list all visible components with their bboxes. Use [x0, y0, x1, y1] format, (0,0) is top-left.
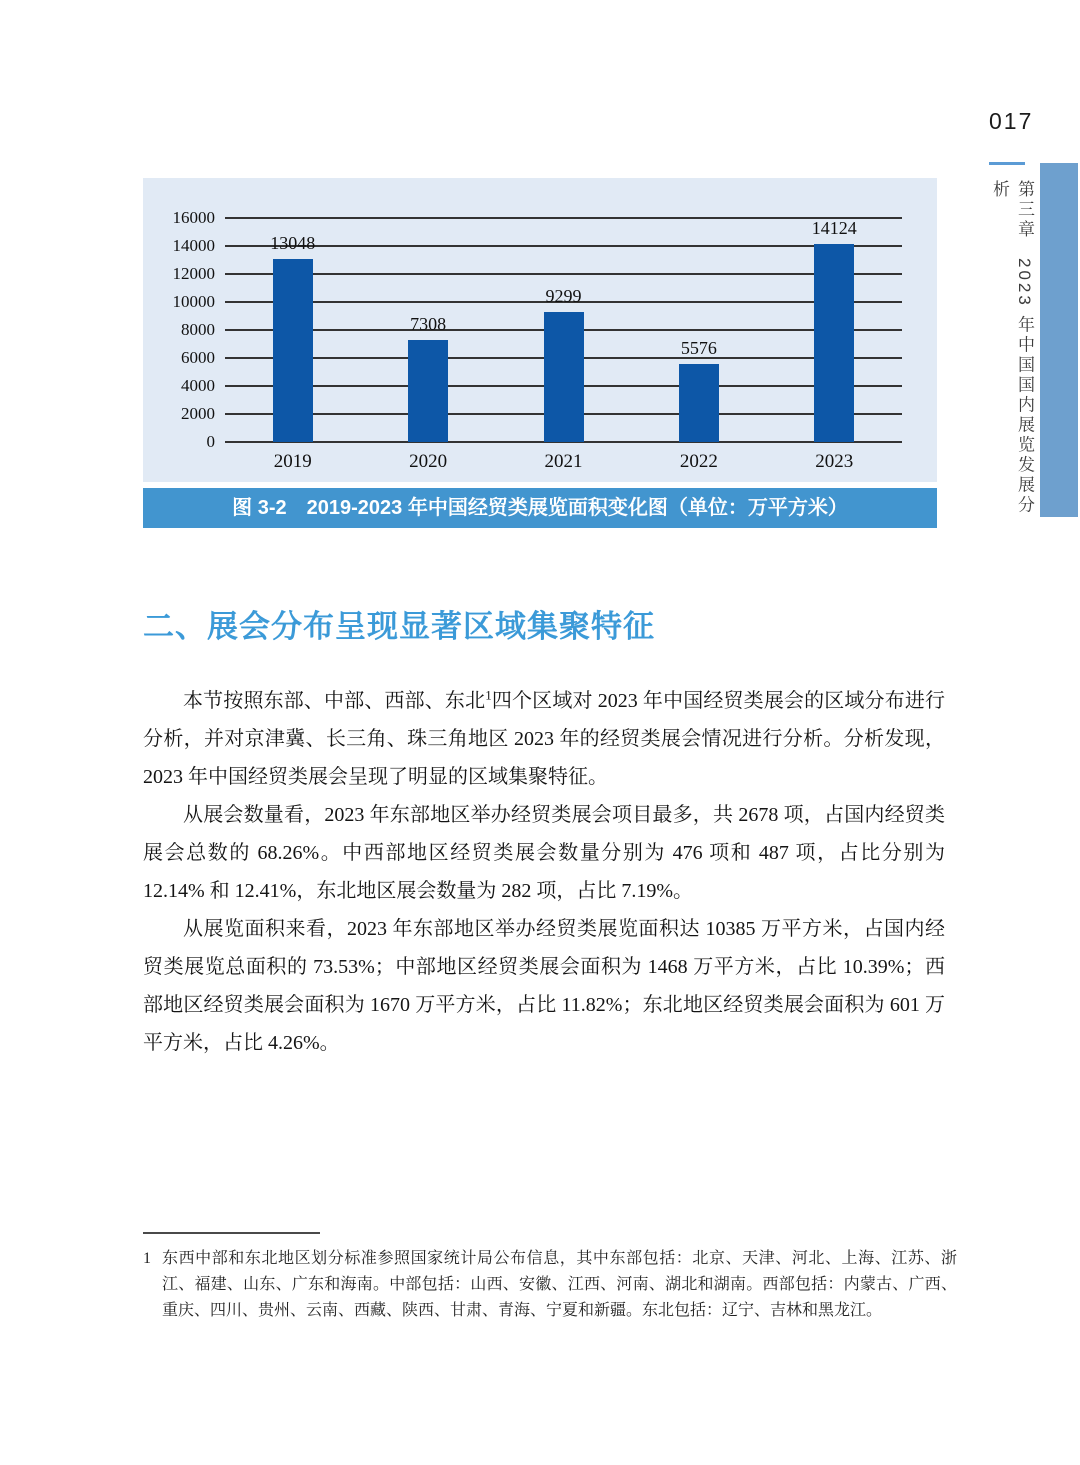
x-tick-label: 2021 [544, 451, 583, 472]
y-tick-label: 12000 [172, 264, 215, 283]
chart-figure [143, 178, 937, 528]
y-tick-label: 4000 [181, 376, 215, 395]
x-tick-label: 2022 [679, 451, 718, 472]
bar-value-label: 5576 [680, 337, 717, 358]
x-tick-label: 2020 [409, 451, 448, 472]
y-tick-label: 8000 [181, 320, 215, 339]
y-tick-label: 14000 [172, 236, 215, 255]
footnote-marker: 1 [143, 1250, 151, 1267]
bar-2019 [273, 259, 313, 442]
bar-2021 [544, 312, 584, 442]
chapter-sidebar-bar [1040, 163, 1078, 517]
chapter-number: 第三章 [1015, 180, 1034, 240]
bar-value-label: 14124 [811, 218, 857, 239]
bar-value-label: 9299 [545, 285, 582, 306]
section-heading: 二、展会分布呈现显著区域集聚特征 [143, 609, 655, 644]
y-tick-label: 2000 [181, 404, 215, 423]
bar-2023 [814, 244, 854, 442]
bar-2022 [679, 364, 719, 442]
paragraph-text: 本节按照东部、中部、西部、东北 [183, 690, 486, 712]
x-tick-label: 2023 [815, 451, 854, 472]
y-tick-label: 10000 [172, 292, 215, 311]
paragraph-region-overview [143, 682, 945, 796]
chart-caption: 图 3-2 2019-2023 年中国经贸类展览面积变化图（单位：万平方米） [143, 488, 937, 528]
body-text [143, 682, 945, 1062]
y-tick-label: 6000 [181, 348, 215, 367]
chapter-title: 2023 年中国国内展览发展分析 [990, 180, 1034, 516]
paragraph-exhibition-count: 从展会数量看，2023 年东部地区举办经贸类展会项目最多，共 2678 项，占国内经贸类展会总数的 68.26%。中西部地区经贸类展会数量分别为 476 项和 487 项，占比分别为 12.14% 和 12.41%，东北地区展会数量为 282 项，占比 7.19%。 [143, 804, 945, 902]
bar-value-label: 7308 [410, 313, 447, 334]
page-number: 017 [989, 108, 1034, 134]
chapter-sidebar-label [987, 180, 1037, 520]
paragraph-exhibition-area: 从展览面积来看，2023 年东部地区举办经贸类展览面积达 10385 万平方米，占国内经贸类展览总面积的 73.53%；中部地区经贸类展会面积为 1468 万平方米，占比 10.39%；西部地区经贸类展会面积为 1670 万平方米，占比 11.82%；东北地区经贸类展会面积为 601 万平方米，占比 4.26%。 [143, 918, 945, 1054]
footnote-ref: 1 [485, 687, 492, 703]
paragraph-text: 四个区域对 2023 年中国经贸类展会的区域分布进行分析，并对京津冀、长三角、珠三角地区 2023 年的经贸类展会情况进行分析。分析发现，2023 年中国经贸类展会呈现了明显的区域集聚特征。 [143, 690, 946, 788]
bar-2020 [408, 340, 448, 442]
gridline [225, 273, 902, 275]
footnote-text: 东西中部和东北地区划分标准参照国家统计局公布信息，其中东部包括：北京、天津、河北、上海、江苏、浙江、福建、山东、广东和海南。中部包括：山西、安徽、江西、河南、湖北和湖南。西部包括：内蒙古、广西、重庆、四川、贵州、云南、西藏、陕西、甘肃、青海、宁夏和新疆。东北包括：辽宁、吉林和黑龙江。 [162, 1250, 957, 1319]
chart-plot [143, 178, 937, 482]
y-tick-label: 16000 [172, 208, 215, 227]
footnote-divider [143, 1232, 320, 1234]
y-tick-label: 0 [206, 432, 215, 451]
bar-value-label: 13048 [270, 233, 316, 254]
x-tick-label: 2019 [273, 451, 312, 472]
page-number-underline [989, 162, 1025, 165]
footnote [143, 1246, 957, 1324]
